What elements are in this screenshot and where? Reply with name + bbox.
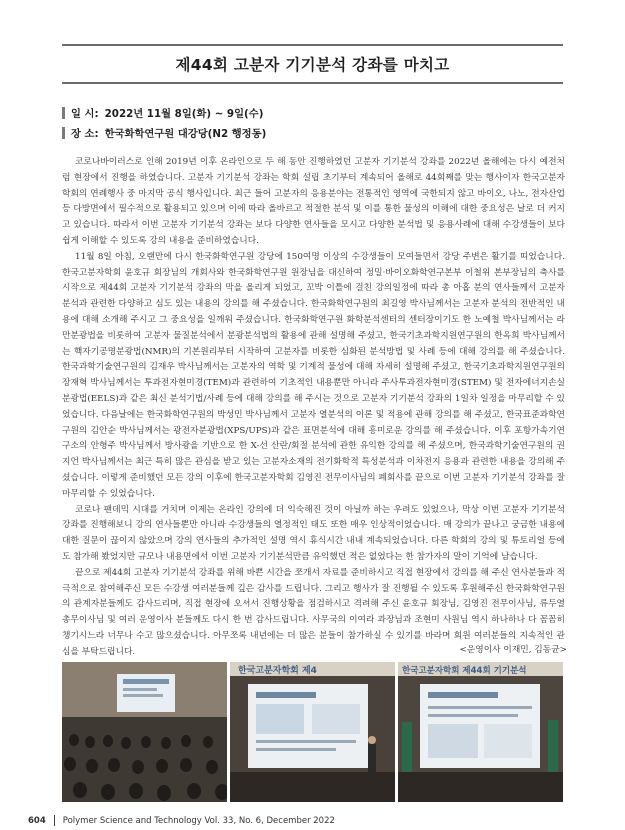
- info-date-value: 2022년 11월 8일(화) ~ 9일(수): [104, 108, 264, 120]
- signature: <운영이사 이재민, 김동균>: [459, 645, 567, 655]
- title-frame: [62, 44, 563, 84]
- photo-banner-text: 한국고분자학회 제44회 기기분석: [402, 666, 527, 676]
- photo-speaker: [230, 662, 395, 802]
- page-number: 604: [28, 815, 46, 826]
- info-date-label: 일 시:: [71, 108, 99, 120]
- paragraph: 코로나바이러스로 인해 2019년 이후 온라인으로 두 해 동안 진행하였던 고분자 기기분석 강좌를 2022년 올해에는 다시 예전처럼 현장에서 진행을 하였습니다. 고분자 기기분석 강좌는 학회 설립 초기부터 계속되어 올해로 44회째를 맞는 행사이자 한국고분자학회의 연례행사 중 마지막 공식 행사입니다. 최근 들어 고분자의 응용분야는 전통적인 영역에 국한되지 않고 바이오, 나노, 전자산업 등 다방면에서 필수적으로 활용되고 있으며 이에 따라 올바르고 적절한 분석 및 이를 통한 물성의 이해에 대한 중요성은 날로 더 커지고 있습니다. 따라서 이번 고분자 기기분석 강좌는 보다 다양한 연사들을 모시고 다양한 분석법 및 응용사례에 대해 수강생들이 보다 쉽게 이해할 수 있도록 강의 내용을 준비하였습니다.: [62, 157, 565, 246]
- info-venue-label: 장 소:: [71, 128, 99, 140]
- page-footer: [28, 815, 335, 826]
- info-bar: [62, 107, 65, 119]
- page-title: 제44회 고분자 기기분석 강좌를 마치고: [175, 56, 450, 74]
- info-venue-value: 한국화학연구원 대강당(N2 행정동): [104, 128, 267, 140]
- photo-presentation: [398, 662, 563, 802]
- footer-divider: [54, 815, 55, 826]
- photo-lecture-hall: [62, 662, 227, 802]
- info-bar: [62, 127, 65, 139]
- paragraph: 끝으로 제44회 고분자 기기분석 강좌를 위해 바쁜 시간을 쪼개서 자료를 준비하시고 직접 현장에서 강의를 해 주신 연사분들과 적극적으로 참여해주신 모든 수강생 여러분들께 깊은 감사를 드립니다. 그리고 행사가 잘 진행될 수 있도록 후원해주신 한국화학연구원의 관계자분들께도 감사드리며, 직접 현장에 오셔서 진행상황을 점검하시고 격려해 주신 윤호규 회장님, 김영진 전무이사님, 류두열 총무이사님 및 여러 운영이사 분들께도 다시 한 번 감사드립니다. 사무국의 이여라 과장님과 조현미 사원님 역시 하나하나 다 꼼꼼히 챙기시느라 너무나 수고 많으셨습니다. 아무쪼록 내년에는 더 많은 분들이 참가하실 수 있기를 바라며 회원 여러분들의 지속적인 관심을 부탁드립니다.: [62, 567, 565, 657]
- journal-citation: Polymer Science and Technology Vol. 33, No. 6, December 2022: [62, 815, 335, 826]
- paragraph: 11월 8일 아침, 오랜만에 다시 한국화학연구원 강당에 150여명 이상의 수강생들이 모여들면서 강당 주변은 활기를 띠었습니다. 한국고분자학회 윤호규 회장님의 개회사와 한국화학연구원 원장님을 대신하여 정밀·바이오화학연구본부 이철위 본부장님의 축사를 시작으로 제44회 고분자 기기분석 강좌의 막을 올리게 되었고, 꼬박 이틀에 걸친 강의일정에 따라 총 아홉 분의 연사들께서 고분자 분석과 관련한 다양하고 심도 있는 내용의 강의를 해 주셨습니다. 한국화학연구원의 최길영 박사님께서는 고분자 분석의 전반적인 내용에 대해 소개해 주시고 그 중요성을 일깨워 주셨습니다. 한국화학연구원 화학분석센터의 센터장이기도 한 노예철 박사님께서는 라만분광법을 비롯하여 고분자 물질분석에서 분광분석법의 활용에 관해 설명해 주셨고, 한국기초과학지원연구원의 한옥희 박사님께서는 핵자기공명분광법(NMR)의 기본원리부터 시작하여 고분자를 비롯한 심화된 분석방법 및 사례 등에 대해 강의를 해 주셨습니다. 한국과학기술연구원의 김재우 박사님께서는 고분자의 역학 및 기계적 물성에 대해 자세히 설명해 주셨고, 한국기초과학지원연구원의 장재혁 박사님께서는 투과전자현미경(TEM)과 관련하여 기초적인 내용뿐만 아니라 주사투과전자현미경(STEM) 및 전자에너지손실분광법(EELS)과 같은 최신 분석기법/사례 등에 대해 강의를 해 주시는 것으로 고분자 기기분석 강좌의 1일차 일정을 마무리할 수 있었습니다. 다음날에는 한국화학연구원의 박성민 박사님께서 고분자 열분석의 이론 및 적용에 관해 강의를 해 주셨고, 한국표준과학연구원의 김안순 박사님께서는 광전자분광법(XPS/UPS)과 같은 표면분석에 대해 흥미로운 강의를 해 주셨습니다. 이후 포항가속기연구소의 안형주 박사님께서 방사광을 기반으로 한 X-선 산란/회절 분석에 관한 유익한 강의를 해 주셨으며, 한국과학기술연구원의 권지언 박사님께서는 최근 특히 많은 관심을 받고 있는 고분자소재의 전기화학적 특성분석과 이차전지 응용과 관련한 내용을 강의해 주셨습니다. 이렇게 준비했던 모든 강의 이후에 한국고분자학회 김영진 전무이사님의 폐회사를 끝으로 이번 고분자 기기분석 강좌를 잘 마무리할 수 있었습니다.: [62, 251, 565, 499]
- article-body: [62, 155, 565, 661]
- info-venue: [62, 125, 266, 140]
- photo-strip: [62, 662, 563, 820]
- photo-banner-text: 한국고분자학회 제4: [238, 666, 317, 676]
- info-date: [62, 105, 263, 120]
- paragraph: 코로나 팬데믹 시대를 거치며 이제는 온라인 강의에 더 익숙해진 것이 아닐까 하는 우려도 있었으나, 막상 이번 고분자 기기분석 강좌를 진행해보니 강의 연사들뿐만 아니라 수강생들의 열정적인 태도 또한 매우 인상적이었습니다. 매 강의가 끝나고 궁금한 내용에 대한 질문이 끊이지 않았으며 강의 연사들의 추가적인 설명 역시 휴식시간 내내 계속되었습니다. 다른 학회의 강의 및 튜토리얼 등에도 참가해 봤었지만 규모나 내용면에서 이번 고분자 기기분석만큼 유익했던 적은 없었다는 한 참가자의 말이 기억에 남습니다.: [62, 504, 565, 562]
